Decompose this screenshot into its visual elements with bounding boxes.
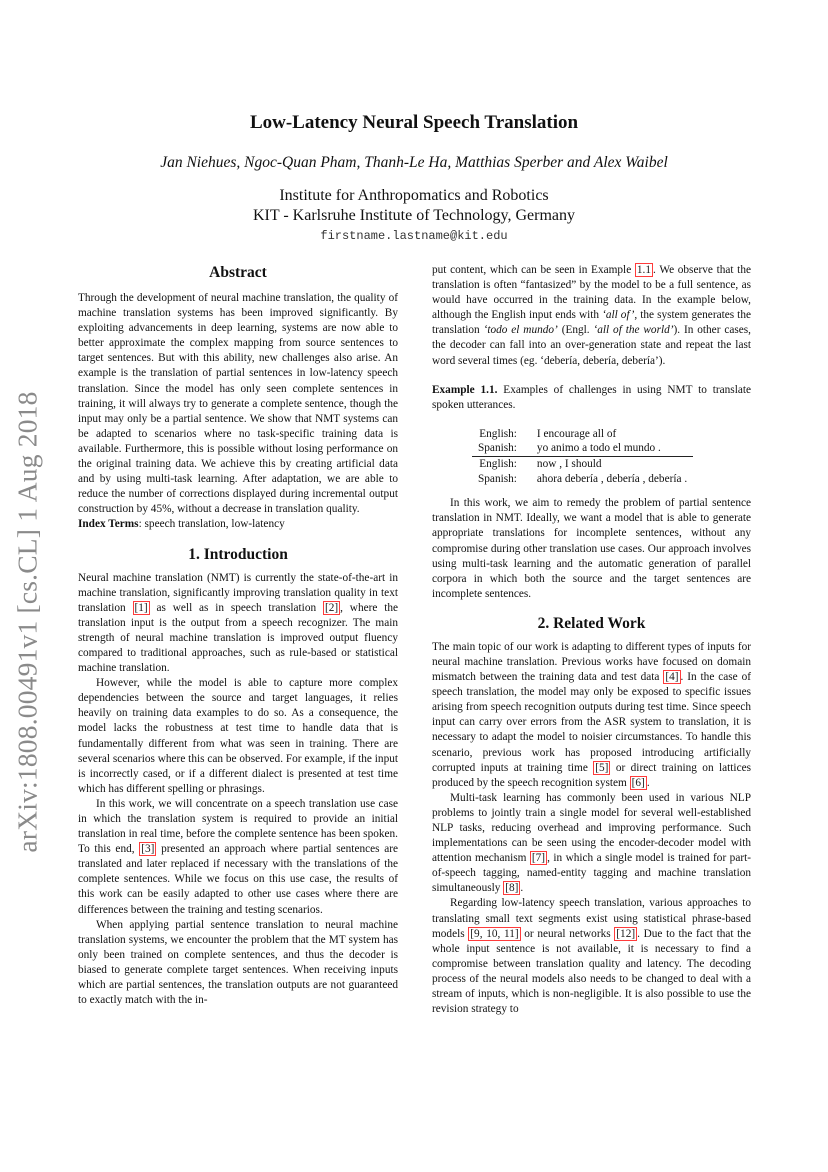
author-list: Jan Niehues, Ngoc-Quan Pham, Thanh-Le Ha, Matthias Sperber and Alex Waibel (160, 154, 668, 171)
text-run: , where the translation input is the output from a speech recognizer. The main strength of neural machine translation is improved output fluency compared to traditional approaches, such as rule-based or statistical machine translation. (78, 601, 399, 675)
example-row (472, 427, 693, 442)
intro-paragraph-5: In this work, we aim to remedy the problem of partial sentence translation in NMT. Ideally, we want a model that is able to generate appropriate translations for incomplete sentences, without any compromise during other translation use cases. Our approach involves using multi-task learning and the automatic generation of parallel corpora in which both the source and the target sentences are incomplete sentences. (432, 497, 751, 600)
example-label: Example 1.1. (432, 383, 498, 396)
citation-link[interactable]: [9, 10, 11] (470, 927, 519, 940)
citation-link[interactable]: [6] (631, 776, 645, 789)
text-run: , in which a single model is trained for part-of-speech tagging, named-entity tagging and machine translation simultaneously (432, 852, 751, 895)
arxiv-stamp-text[interactable]: arXiv:1808.00491v1 [cs.CL] 1 Aug 2018 (11, 391, 43, 853)
right-column (432, 263, 751, 1017)
example-row (472, 457, 693, 472)
text-run: . (520, 882, 524, 895)
citation-link[interactable]: [8] (505, 882, 519, 895)
text-run: as well as in speech translation (149, 601, 323, 614)
abstract-text: Through the development of neural machine translation, the quality of machine translation systems has been improved significantly. By exploiting advancements in deep learning, systems are now able to better approximate the complex mapping from source sentences to target sentences. But with this ability, new challenges also arise. An example is the translation of partial sentences in low-latency speech translation. Since the model has only seen complete sentences in training, it will always try to generate a complete sentence, though the input may only be a partial sentence. We show that NMT systems can be adapted to scenarios where no task-specific training data is available. Furthermore, this is possible without losing performance on the original training data. We achieve this by creating artificial data and by using multi-task learning. After adaptation, we are able to reduce the number of corrections displayed during incremental output construction by 45%, without a decrease in translation quality. (78, 292, 398, 516)
index-terms-label: Index Terms (78, 518, 139, 531)
citation-link[interactable]: [5] (595, 761, 609, 774)
example-text: ahora debería , debería , debería . (536, 472, 688, 485)
text-run: . Due to the fact that the whole input sentence is not available, it is necessary to find a compromise between translation quality and latency. The decoding process of the neural models also needs to be changed to deal with a stream of inputs, which is non-negligible. It is also possible to use the revision strategy to (432, 927, 751, 1016)
affiliation-line-2: KIT - Karlsruhe Institute of Technology, Germany (252, 207, 576, 224)
arxiv-stamp (11, 327, 43, 917)
related-paragraph-3 (432, 896, 751, 1017)
citation-link[interactable]: [3] (141, 843, 155, 856)
text-run: or neural networks (520, 927, 615, 940)
example-lang: English: (479, 458, 517, 471)
intro-paragraph-4: When applying partial sentence translation to neural machine translation systems, we encounter the problem that the MT system has only been trained on complete sentences, and thus the decoder is biased to generate complete target sentences. When receiving inputs which are partial sentences, the translation outputs are not guaranteed to exactly match with the in- (78, 918, 398, 1007)
text-run: or direct training on lattices produced by the speech recognition system (432, 761, 751, 789)
citation-link[interactable]: [7] (531, 852, 546, 865)
quoted-phrase: ‘todo el mundo’ (483, 324, 558, 337)
example-lang: English: (479, 427, 517, 440)
related-work-heading: 2. Related Work (537, 614, 646, 632)
example-lang: Spanish: (478, 472, 517, 485)
citation-link[interactable]: [1] (134, 601, 148, 614)
citation-link[interactable]: [4] (665, 671, 679, 684)
example-caption (432, 383, 751, 413)
text-run: ). In other cases, the decoder can fall into an over-generation state and repeat the last word several times (eg. ‘debería, debería, debería’). (432, 324, 751, 367)
example-text: I encourage all of (536, 427, 617, 440)
intro-paragraph-1 (78, 571, 398, 677)
text-run: . In the case of speech translation, the model may only be exposed to specific issues arising from speech recognition outputs during test time. Since speech input can carry over errors from the ASR system to translation, it is necessary to adapt the model to noisier circumstances. To handle this scenario, previous work has proposed introducing artificially corrupted inputs at training time (432, 671, 751, 774)
text-run: put content, which can be seen in Example (432, 264, 635, 276)
author-email: firstname.lastname@kit.edu (320, 229, 508, 243)
text-run: . (646, 776, 650, 789)
text-run: , the system generates the translation (432, 309, 751, 337)
example-caption-text: Examples of challenges in using NMT to translate spoken utterances. (432, 383, 751, 411)
example-text: now , I should (536, 458, 602, 471)
intro-paragraph-3 (78, 797, 398, 918)
abstract-heading: Abstract (209, 264, 267, 281)
intro-paragraph-4-continued (432, 263, 751, 369)
text-run: Multi-task learning has commonly been used in various NLP problems to jointly train a single model for several well-established NLP tasks, reducing overhead and improving performance. Such implementations can be seen using the encoder-decoder model with attention mechanism (432, 791, 751, 865)
index-terms-text: : speech translation, low-latency (138, 518, 285, 531)
example-table (472, 427, 693, 486)
text-run: In this work, we will concentrate on a speech translation use case in which the translation system is required to provide an initial translation in real time, before the complete sentence has been spoken. To this end, (78, 797, 398, 856)
quoted-phrase: ‘all of’ (602, 309, 635, 322)
related-paragraph-2 (432, 791, 751, 897)
text-run: Neural machine translation (NMT) is currently the state-of-the-art in machine translation, significantly improving translation quality in text translation (78, 571, 398, 614)
paper-title: Low-Latency Neural Speech Translation (249, 112, 579, 133)
text-run: (Engl. (557, 324, 594, 337)
related-paragraph-1 (432, 640, 751, 791)
quoted-phrase: ‘all of the world’ (593, 324, 674, 337)
citation-link[interactable]: [12] (616, 927, 636, 940)
text-run: The main topic of our work is adapting to different types of inputs for neural machine translation. Previous works have focused on domain mismatch between the training data and test data (432, 640, 751, 684)
intro-paragraph-2: However, while the model is able to capture more complex dependencies between the source and target languages, it relies heavily on training data examples to do so. As a consequence, the model lacks the robustness at test time to handle data that is fundamentally different from what was seen in training. There are several scenarios where this can be observed. For example, if the input is incorrectly cased, or if a different dialect is presented at test time which has different spelling or phrasings. (78, 677, 398, 795)
index-terms (78, 517, 398, 532)
text-run: Regarding low-latency speech translation, various approaches to translating small text segments exist using statistical phrase-based models (432, 897, 751, 940)
example-link[interactable]: 1.1 (636, 264, 652, 276)
citation-link[interactable]: [2] (324, 601, 339, 614)
intro-heading: 1. Introduction (188, 545, 288, 563)
example-row (472, 441, 693, 456)
example-lang: Spanish: (472, 441, 531, 456)
example-row (472, 472, 693, 487)
example-text: yo animo a todo el mundo . (531, 441, 693, 456)
left-column (78, 263, 398, 1008)
text-run: . We observe that the translation is often “fantasized” by the model to be a full sentence, as would have occurred in the training data. In the example below, although the English input ends with (432, 264, 751, 322)
affiliation-line-1: Institute for Anthropomatics and Robotics (279, 187, 549, 204)
text-run: presented an approach where partial sentences are translated and later replaced if necessary with the translations of the complete sentences. While we focus on this use case, the results of this work can be easily adapted to other use cases where there are differences between the training and testing scenarios. (78, 843, 398, 916)
